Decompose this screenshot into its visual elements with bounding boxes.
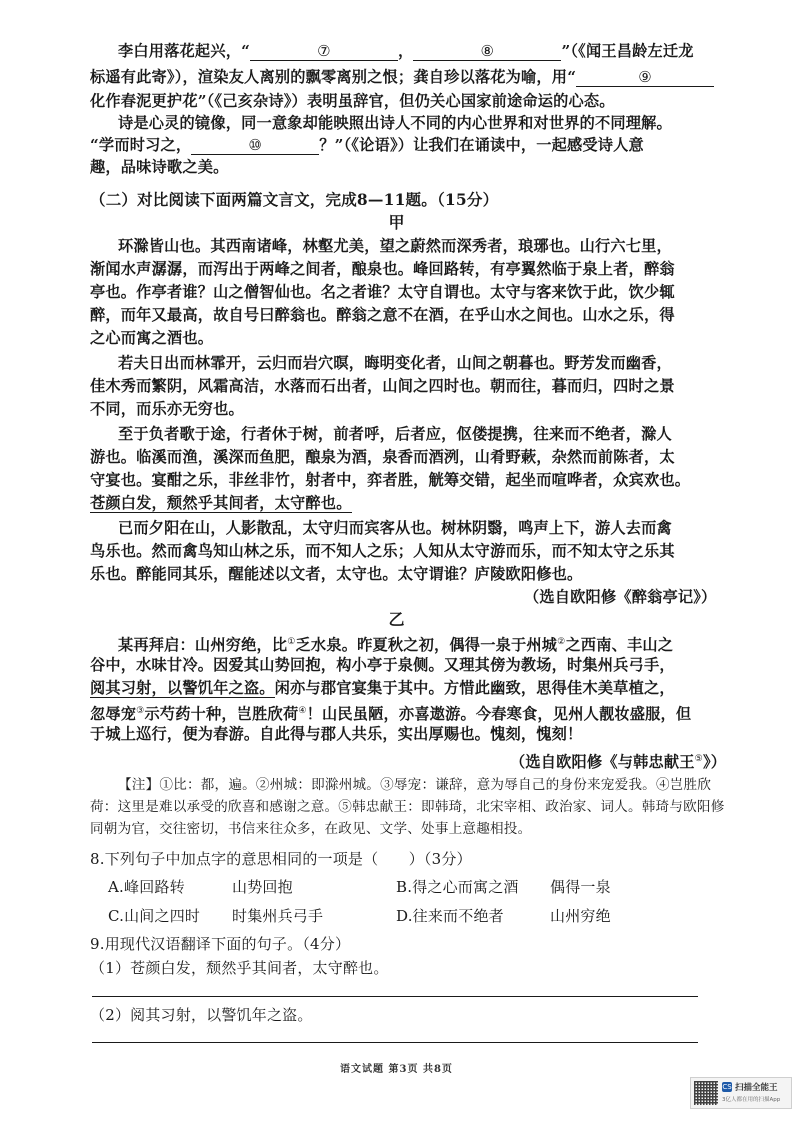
- jia-p1-line-3: 亭也。作亭者谁？山之僧智仙也。名之者谁？太守自谓也。太守与客来饮于此，饮少辄: [90, 283, 675, 301]
- answer-line-1[interactable]: [92, 996, 698, 997]
- jia-p4-line-3: 乐也。醉能同其乐，醒能述以文者，太守也。太守谓谁？庐陵欧阳修也。: [90, 565, 583, 583]
- note-marker: ①: [287, 637, 296, 647]
- notes-line-3: 同朝为官，交往密切，书信来往众多，在政见、文学、处事上意趣相投。: [90, 821, 532, 837]
- yi-line-3: [90, 677, 675, 699]
- text-span: 忽辱宠: [90, 705, 137, 724]
- q8-option-a: [108, 876, 185, 898]
- q8-option-a-right: 山势回抱: [232, 878, 293, 896]
- note-marker: ③: [136, 706, 145, 716]
- jia-p3-line-4: [90, 492, 352, 514]
- answer-line-2[interactable]: [92, 1042, 698, 1043]
- option-a-left: A.峰回路转: [108, 878, 185, 896]
- jia-p2-line-3: 不同，而乐亦无穷也。: [90, 400, 244, 418]
- blank-10: ⑩: [191, 136, 319, 155]
- note-marker: ⑤: [694, 754, 703, 764]
- q8-option-c: C.山间之四时: [108, 907, 201, 925]
- text-span: 之西南、丰山之: [565, 636, 674, 655]
- note-marker: ②: [557, 637, 566, 647]
- jia-p3-line-2: 游也。临溪而渔，溪深而鱼肥，酿泉为酒，泉香而酒洌，山肴野蔌，杂然而前陈者，太: [90, 448, 675, 466]
- jia-p2-line-2: 佳木秀而繁阴，风霜高洁，水落而石出者，山间之四时也。朝而往，暮而归，四时之景: [90, 377, 675, 395]
- jia-p1-line-2: 渐闻水声潺潺，而泻出于两峰之间者，酿泉也。峰回路转，有亭翼然临于泉上者，醉翁: [90, 260, 675, 278]
- scanner-watermark: [690, 1077, 792, 1109]
- passage-yi-label: 乙: [388, 610, 405, 629]
- text-span: ，: [398, 42, 414, 60]
- text-span: 示芍药十种，岂胜欣荷: [144, 705, 299, 724]
- yi-line-4: [90, 700, 691, 725]
- text-span: 某再拜启：山州穷绝，比: [118, 636, 288, 655]
- poetry-line-1: [118, 40, 694, 62]
- text-span: 》）: [702, 753, 727, 772]
- q9-stem: 9.用现代汉语翻译下面的句子。（4分）: [90, 935, 351, 953]
- notes-line-2: 荷：这里是难以承受的欣喜和感谢之意。⑤韩忠献王：即韩琦，北宋宰相、政治家、词人。韩琦与欧阳修: [90, 799, 725, 815]
- poetry-line-6: 趣，品味诗歌之美。: [90, 158, 229, 176]
- q8-option-d: D.往来而不绝者: [396, 907, 504, 925]
- jia-p2-line-1: 若夫日出而林霏开，云归而岩穴暝，晦明变化者，山间之朝暮也。野芳发而幽香，: [118, 354, 672, 372]
- blank-7: ⑦: [250, 42, 398, 61]
- poetry-line-2: [90, 66, 714, 88]
- note-marker: ④: [298, 706, 307, 716]
- poetry-line-3: 化作春泥更护花”（《己亥杂诗》）表明虽辞官，但仍关心国家前途命运的心态。: [90, 92, 615, 110]
- text-span: 李白用落花起兴，“: [118, 42, 251, 60]
- yi-line-2: 谷中，水味甘冷。因爱其山势回抱，构小亭于泉侧。又理其傍为教场，时集州兵弓手，: [90, 656, 675, 674]
- text-span: ？”（《论语》）让我们在诵读中，一起感受诗人意: [319, 136, 644, 154]
- poetry-line-5: [90, 134, 644, 156]
- jia-p1-line-5: 之心而寓之酒也。: [90, 329, 214, 347]
- scanner-tagline: 3亿人都在用的扫描App: [722, 1097, 781, 1103]
- page-footer: 语文试题 第3页 共8页: [340, 1064, 453, 1075]
- q9-sentence-2: （2）阅其习射，以警饥年之盗。: [90, 1006, 313, 1024]
- jia-p3-line-3: 守宴也。宴酣之乐，非丝非竹，射者中，弈者胜，觥筹交错，起坐而喧哗者，众宾欢也。: [90, 471, 691, 489]
- q8-option-b: B.得之心而寓之酒: [396, 878, 519, 896]
- text-span: （选自欧阳修《与韩忠献王: [510, 753, 695, 772]
- text-span: ”（《闻王昌龄左迁龙: [561, 42, 694, 60]
- q8-option-d-right: 山州穷绝: [550, 907, 611, 925]
- section-heading: （二）对比阅读下面两篇文言文，完成8—11题。（15分）: [90, 190, 499, 209]
- text-span: ！山民虽陋，亦喜遨游。今春寒食，见州人靓妆盛服，但: [306, 705, 692, 724]
- jia-source: （选自欧阳修《醉翁亭记》）: [524, 588, 717, 606]
- jia-p4-line-1: 已而夕阳在山，人影散乱，太守归而宾客从也。树林阴翳，鸣声上下，游人去而禽: [118, 519, 672, 537]
- blank-9: ⑨: [576, 68, 714, 87]
- qr-code-icon: [694, 1081, 718, 1105]
- yi-line-5: 于城上巡行，便为春游。自此得与郡人共乐，实出厚赐也。愧刻，愧刻！: [90, 725, 583, 743]
- passage-jia-label: 甲: [388, 213, 405, 232]
- text-span: 闲亦与郡官宴集于其中。方惜此幽致，思得佳木美草植之，: [274, 679, 675, 697]
- yi-line-1: [118, 631, 673, 656]
- text-span: “学而时习之，: [90, 136, 192, 154]
- blank-8: ⑧: [413, 42, 561, 61]
- jia-p1-line-1: 环滁皆山也。其西南诸峰，林壑尤美，望之蔚然而深秀者，琅琊也。山行六七里，: [118, 237, 672, 255]
- q8-option-b-right: 偶得一泉: [550, 878, 611, 896]
- underlined-sentence: 阅其习射，以警饥年之盗。: [90, 679, 275, 697]
- jia-p4-line-2: 鸟乐也。然而禽鸟知山林之乐，而不知人之乐；人知从太守游而乐，而不知太守之乐其: [90, 542, 675, 560]
- q9-sentence-1: （1）苍颜白发，颓然乎其间者，太守醉也。: [90, 959, 389, 977]
- underlined-sentence: 苍颜白发，颓然乎其间者，太守醉也。: [90, 494, 352, 512]
- poetry-line-4: 诗是心灵的镜像，同一意象却能映照出诗人不同的内心世界和对世界的不同理解。: [118, 114, 672, 132]
- q8-stem: 8.下列句子中加点字的意思相同的一项是（ ）（3分）: [90, 850, 472, 868]
- q8-option-c-right: 时集州兵弓手: [232, 907, 324, 925]
- jia-p1-line-4: 醉，而年又最高，故自号曰醉翁也。醉翁之意不在酒，在乎山水之间也。山水之乐，得: [90, 306, 675, 324]
- notes-line-1: 【注】①比：都，遍。②州城：即滁州城。③辱宠：谦辞，意为辱自己的身份来宠爱我。④岂胜欣: [118, 777, 712, 793]
- text-span: 标遥有此寄》），渲染友人离别的飘零离别之恨；龚自珍以落花为喻，用“: [90, 68, 577, 86]
- scanner-logo-icon: CS: [722, 1083, 732, 1091]
- yi-source: [510, 748, 726, 773]
- jia-p3-line-1: 至于负者歌于途，行者休于树，前者呼，后者应，伛偻提携，往来而不绝者，滁人: [118, 425, 672, 443]
- text-span: 乏水泉。昨夏秋之初，偶得一泉于州城: [295, 636, 558, 655]
- scanner-app-name: 扫描全能王: [735, 1083, 778, 1093]
